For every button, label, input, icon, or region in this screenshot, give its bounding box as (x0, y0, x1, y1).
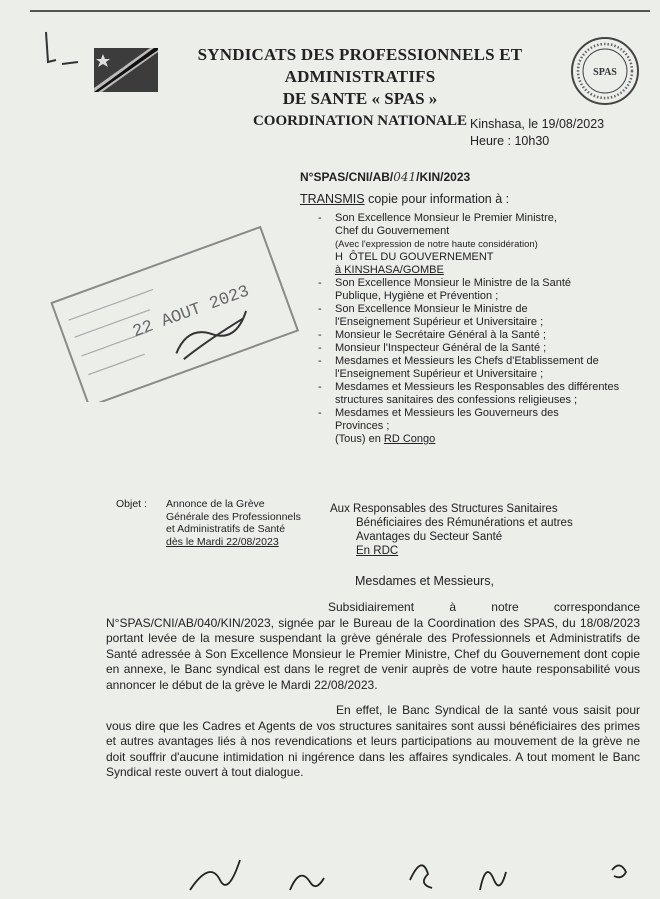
signature-5 (612, 865, 626, 877)
list-item: - Monsieur l'Inspecteur Général de la Santé ; (316, 342, 646, 355)
list-item-cont: H ÔTEL DU GOUVERNEMENT (335, 251, 494, 263)
list-item-cont: structures sanitaires des confessions religieuses ; (335, 394, 578, 406)
salutation: Mesdames et Messieurs, (355, 574, 494, 588)
list-item-cont: Chef du Gouvernement (335, 225, 450, 237)
list-item: - Mesdames et Messieurs les Chefs d'Etablissement de (316, 355, 646, 368)
stamp-date: 22 AOUT 2023 (130, 282, 252, 343)
signature-4 (480, 872, 506, 890)
time-line: Heure : 10h30 (470, 134, 550, 148)
ref-prefix: N°SPAS/CNI/AB/ (300, 170, 394, 184)
list-item-cont: l'Enseignement Supérieur et Universitaire ; (335, 368, 544, 380)
list-item-cont: (Avec l'expression de notre haute considération) (335, 239, 538, 250)
list-item: - Son Excellence Monsieur le Ministre de la Santé (316, 277, 646, 290)
date-line: Kinshasa, le 19/08/2023 (470, 117, 605, 131)
list-item-cont: à KINSHASA/GOMBE (335, 264, 444, 276)
paragraph-1: Subsidiairement à notre correspondance N°SPAS/CNI/AB/040/KIN/2023, signée par le Bureau de la Coordination des SPAS, du 18/08/2023 portant levée de la mesure suspendant la grève générale des Professionnels et Administratifs de Santé adressée à Son Excellence Monsieur le Premier Ministre, Chef du Gouvernement dont copie en annexe, le Banc syndical est dans le regret de venir auprès de votre haute responsabilité vous annoncer le début de la grève le Mardi 22/08/2023. (106, 600, 644, 692)
addressee-block (330, 502, 630, 558)
signatures (0, 850, 660, 899)
list-item-cont: (Tous) en RD Congo (335, 433, 436, 445)
list-item-cont: Provinces ; (335, 420, 390, 432)
reference-number (300, 170, 470, 184)
addressee-line: Aux Responsables des Structures Sanitaires (330, 503, 558, 515)
top-border-line (30, 10, 650, 12)
handwritten-mark-icon (42, 28, 82, 68)
subject-label: Objet : (116, 498, 147, 510)
ref-handwritten-number: 041 (393, 170, 417, 184)
list-item: - Mesdames et Messieurs les Responsables des différentes (316, 381, 646, 394)
addressee-line: En RDC (356, 545, 399, 557)
list-item: - Monsieur le Secrétaire Général à la Santé ; (316, 329, 646, 342)
org-name-line2: DE SANTE « SPAS » (282, 89, 438, 108)
list-item: - Mesdames et Messieurs les Gouverneurs des (316, 407, 646, 420)
letter-body (106, 600, 644, 791)
transmis-rest: copie pour information à : (364, 192, 510, 206)
drc-flag-logo (94, 48, 158, 92)
recipient-list (316, 212, 646, 446)
signature-1 (190, 860, 240, 890)
transmis-line (300, 192, 509, 206)
ref-suffix: /KIN/2023 (416, 170, 471, 184)
seal-text: SPAS (593, 67, 617, 78)
spas-seal-logo (568, 34, 642, 108)
signature-3 (410, 865, 432, 888)
subject-text: Annonce de la Grève Générale des Professionnels et Administratifs de Santé dès le Mardi 22/08/2023 (166, 498, 301, 548)
list-item-cont: l'Enseignement Supérieur et Universitaire ; (335, 316, 544, 328)
paragraph-2: En effet, le Banc Syndical de la santé vous saisit pour vous dire que les Cadres et Agents de vos structures sanitaires sont aussi bénéficiaires des primes et autres avantages liés à nos revendications et leurs participations au mouvement de la grève ne doit souffrir d'aucune intimidation ni ingérence dans les affaires syndicales. A tout moment le Banc Syndical reste ouvert à tout dialogue. (106, 703, 644, 779)
list-item-cont: Publique, Hygiène et Prévention ; (335, 290, 499, 302)
date-block (470, 116, 604, 150)
transmis-label: TRANSMIS (300, 192, 365, 206)
list-item: - Son Excellence Monsieur le Premier Ministre, (316, 212, 646, 225)
org-subtitle: COORDINATION NATIONALE (252, 113, 468, 129)
list-item: - Son Excellence Monsieur le Ministre de (316, 303, 646, 316)
addressee-line: Bénéficiaires des Rémunérations et autres (356, 517, 573, 529)
received-stamp (42, 222, 304, 402)
signature-2 (290, 876, 324, 890)
org-name-line1: SYNDICATS DES PROFESSIONNELS ET ADMINISTRATIFS (197, 45, 526, 86)
addressee-line: Avantages du Secteur Santé (356, 531, 503, 543)
